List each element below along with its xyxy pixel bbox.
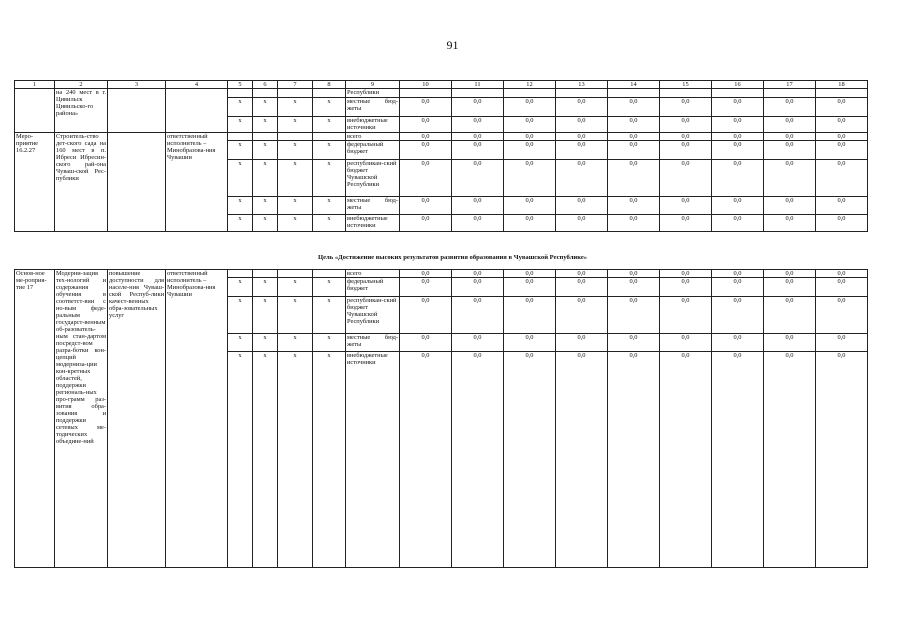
value-cell: 0,0: [816, 278, 868, 297]
marker-cell: x: [278, 278, 313, 297]
empty-cell: [228, 89, 253, 98]
marker-cell: [313, 270, 346, 278]
column-number-header: 9: [346, 81, 400, 89]
empty-cell: [313, 89, 346, 98]
marker-cell: x: [313, 98, 346, 117]
empty-cell: [15, 89, 55, 133]
value-cell: 0,0: [400, 160, 452, 197]
empty-cell: [278, 89, 313, 98]
goal-heading: Цель «Достижение высоких результатов развития образования в Чувашской Республике»: [317, 254, 588, 261]
value-cell: 0,0: [504, 141, 556, 160]
column-number-header: 13: [556, 81, 608, 89]
value-cell: 0,0: [660, 297, 712, 334]
column-number-header: 17: [764, 81, 816, 89]
value-cell: 0,0: [816, 141, 868, 160]
funding-source-cell: внебюджетные источники: [346, 215, 400, 232]
marker-cell: x: [228, 117, 253, 133]
value-cell: 0,0: [608, 141, 660, 160]
marker-cell: x: [313, 117, 346, 133]
value-cell: 0,0: [504, 215, 556, 232]
value-cell: 0,0: [608, 133, 660, 141]
marker-cell: x: [313, 215, 346, 232]
empty-cell: [400, 89, 452, 98]
marker-cell: x: [253, 352, 278, 568]
column-number-header: 10: [400, 81, 452, 89]
value-cell: 0,0: [504, 270, 556, 278]
marker-cell: [253, 133, 278, 141]
value-cell: 0,0: [712, 215, 764, 232]
value-cell: 0,0: [608, 98, 660, 117]
page-number: 91: [446, 38, 459, 52]
column-number-header: 7: [278, 81, 313, 89]
column-number-header: 14: [608, 81, 660, 89]
funding-source-cell: Республики: [346, 89, 400, 98]
value-cell: 0,0: [764, 141, 816, 160]
table-row: [15, 270, 868, 278]
funding-source-cell: всего: [346, 270, 400, 278]
measure-name-cell: Строитель-ство дет-ского сада на 160 мест в п. Ибреси Ибресин-ского рай-она Чуваш-ской Рес-публики: [55, 133, 108, 232]
value-cell: 0,0: [764, 133, 816, 141]
column-number-header: 4: [166, 81, 228, 89]
marker-cell: x: [228, 197, 253, 215]
marker-cell: [228, 133, 253, 141]
value-cell: 0,0: [452, 141, 504, 160]
value-cell: 0,0: [556, 117, 608, 133]
value-cell: 0,0: [452, 98, 504, 117]
value-cell: 0,0: [400, 270, 452, 278]
marker-cell: x: [278, 334, 313, 352]
value-cell: 0,0: [608, 278, 660, 297]
value-cell: 0,0: [556, 278, 608, 297]
measure-code-cell: Основ-ное ме-роприя-тие 17: [15, 270, 55, 568]
marker-cell: x: [313, 141, 346, 160]
value-cell: 0,0: [764, 352, 816, 568]
marker-cell: x: [278, 352, 313, 568]
value-cell: 0,0: [556, 215, 608, 232]
value-cell: 0,0: [608, 297, 660, 334]
value-cell: 0,0: [764, 297, 816, 334]
value-cell: 0,0: [816, 117, 868, 133]
value-cell: 0,0: [608, 352, 660, 568]
funding-source-cell: федеральный бюджет: [346, 141, 400, 160]
marker-cell: x: [228, 278, 253, 297]
value-cell: 0,0: [556, 141, 608, 160]
measure-code-cell: Меро-приятие 16.2.27: [15, 133, 55, 232]
marker-cell: [253, 270, 278, 278]
marker-cell: [313, 133, 346, 141]
value-cell: 0,0: [400, 278, 452, 297]
marker-cell: x: [228, 334, 253, 352]
value-cell: 0,0: [816, 215, 868, 232]
marker-cell: x: [278, 197, 313, 215]
table-row: [15, 133, 868, 141]
empty-cell: [608, 89, 660, 98]
value-cell: 0,0: [764, 278, 816, 297]
value-cell: 0,0: [608, 270, 660, 278]
empty-cell: [660, 89, 712, 98]
value-cell: 0,0: [504, 160, 556, 197]
funding-source-cell: внебюджетные источники: [346, 117, 400, 133]
funding-source-cell: местные бюд-жеты: [346, 98, 400, 117]
marker-cell: x: [253, 141, 278, 160]
table-row: [15, 89, 868, 98]
value-cell: 0,0: [504, 352, 556, 568]
value-cell: 0,0: [660, 270, 712, 278]
value-cell: 0,0: [660, 141, 712, 160]
column-number-header: 16: [712, 81, 764, 89]
value-cell: 0,0: [400, 98, 452, 117]
marker-cell: x: [228, 352, 253, 568]
marker-cell: x: [253, 197, 278, 215]
marker-cell: x: [278, 98, 313, 117]
marker-cell: x: [313, 297, 346, 334]
column-number-header: 12: [504, 81, 556, 89]
column-number-header: 18: [816, 81, 868, 89]
marker-cell: x: [228, 297, 253, 334]
value-cell: 0,0: [660, 334, 712, 352]
value-cell: 0,0: [452, 352, 504, 568]
empty-cell: [556, 89, 608, 98]
marker-cell: x: [253, 278, 278, 297]
value-cell: 0,0: [608, 117, 660, 133]
marker-cell: x: [253, 215, 278, 232]
marker-cell: x: [253, 117, 278, 133]
value-cell: 0,0: [452, 270, 504, 278]
value-cell: 0,0: [660, 215, 712, 232]
column-number-header: 15: [660, 81, 712, 89]
funding-source-cell: республикан-ский бюджет Чувашской Республики: [346, 297, 400, 334]
value-cell: 0,0: [816, 270, 868, 278]
value-cell: 0,0: [608, 215, 660, 232]
value-cell: 0,0: [556, 98, 608, 117]
value-cell: 0,0: [504, 278, 556, 297]
funding-source-cell: всего: [346, 133, 400, 141]
marker-cell: x: [253, 98, 278, 117]
value-cell: 0,0: [764, 334, 816, 352]
value-cell: 0,0: [816, 297, 868, 334]
marker-cell: x: [313, 352, 346, 568]
marker-cell: [278, 133, 313, 141]
empty-cell: [253, 89, 278, 98]
value-cell: 0,0: [660, 117, 712, 133]
funding-source-cell: федеральный бюджет: [346, 278, 400, 297]
value-cell: 0,0: [400, 297, 452, 334]
marker-cell: x: [313, 334, 346, 352]
marker-cell: [228, 270, 253, 278]
value-cell: 0,0: [816, 352, 868, 568]
marker-cell: x: [278, 160, 313, 197]
value-cell: 0,0: [712, 352, 764, 568]
marker-cell: x: [278, 297, 313, 334]
measure-name-cell: Модерни-зация тех-нологий и содержания обучения в соответст-вии с но-вым феде-ральным государст-венным об-разователь-ным стан-дартом посредст-вом разра-ботки кон-цепций модерниза-ции кон-кретных областей, поддержки региональ-ных про-грамм раз-вития обра-зования и поддержки сетевых ме-тодических объедине-ний: [55, 270, 108, 568]
value-cell: 0,0: [764, 270, 816, 278]
value-cell: 0,0: [556, 334, 608, 352]
funding-source-cell: внебюджетные источники: [346, 352, 400, 568]
value-cell: 0,0: [712, 278, 764, 297]
value-cell: 0,0: [400, 215, 452, 232]
empty-cell: [452, 89, 504, 98]
marker-cell: x: [228, 215, 253, 232]
value-cell: 0,0: [504, 133, 556, 141]
value-cell: 0,0: [400, 117, 452, 133]
marker-cell: x: [313, 278, 346, 297]
funding-source-cell: местные бюд-жеты: [346, 197, 400, 215]
empty-cell: [166, 89, 228, 133]
value-cell: 0,0: [764, 117, 816, 133]
value-cell: 0,0: [504, 117, 556, 133]
value-cell: 0,0: [504, 334, 556, 352]
value-cell: 0,0: [608, 197, 660, 215]
measure-name-cell: на 240 мест в г. Цивильск Цивильско-го района»: [55, 89, 108, 133]
marker-cell: x: [253, 160, 278, 197]
value-cell: 0,0: [816, 160, 868, 197]
column-number-header: 5: [228, 81, 253, 89]
value-cell: 0,0: [816, 98, 868, 117]
marker-cell: x: [278, 117, 313, 133]
responsible-cell: ответственный исполнитель – Минобразова-ния Чувашии: [166, 133, 228, 232]
value-cell: 0,0: [400, 141, 452, 160]
budget-table-part2: [14, 269, 868, 568]
empty-cell: [764, 89, 816, 98]
value-cell: 0,0: [712, 197, 764, 215]
marker-cell: x: [313, 197, 346, 215]
column-number-header: 8: [313, 81, 346, 89]
value-cell: 0,0: [504, 98, 556, 117]
value-cell: 0,0: [452, 117, 504, 133]
marker-cell: x: [228, 141, 253, 160]
value-cell: 0,0: [816, 197, 868, 215]
value-cell: 0,0: [400, 352, 452, 568]
value-cell: 0,0: [764, 197, 816, 215]
marker-cell: x: [313, 160, 346, 197]
marker-cell: x: [253, 334, 278, 352]
value-cell: 0,0: [712, 117, 764, 133]
header-row: [15, 81, 868, 89]
marker-cell: x: [278, 141, 313, 160]
value-cell: 0,0: [712, 160, 764, 197]
empty-cell: [712, 89, 764, 98]
value-cell: 0,0: [816, 334, 868, 352]
empty-cell: [504, 89, 556, 98]
value-cell: 0,0: [816, 133, 868, 141]
column-number-header: 2: [55, 81, 108, 89]
value-cell: 0,0: [400, 133, 452, 141]
value-cell: 0,0: [452, 334, 504, 352]
value-cell: 0,0: [556, 133, 608, 141]
value-cell: 0,0: [452, 215, 504, 232]
budget-table-part1: [14, 80, 868, 232]
value-cell: 0,0: [400, 334, 452, 352]
value-cell: 0,0: [712, 141, 764, 160]
funding-source-cell: местные бюд-жеты: [346, 334, 400, 352]
value-cell: 0,0: [764, 215, 816, 232]
value-cell: 0,0: [556, 160, 608, 197]
value-cell: 0,0: [452, 133, 504, 141]
value-cell: 0,0: [660, 278, 712, 297]
value-cell: 0,0: [712, 334, 764, 352]
marker-cell: x: [228, 160, 253, 197]
value-cell: 0,0: [608, 334, 660, 352]
marker-cell: x: [278, 215, 313, 232]
marker-cell: x: [228, 98, 253, 117]
value-cell: 0,0: [452, 160, 504, 197]
value-cell: 0,0: [712, 98, 764, 117]
value-cell: 0,0: [452, 197, 504, 215]
value-cell: 0,0: [660, 133, 712, 141]
column-number-header: 3: [108, 81, 166, 89]
funding-source-cell: республикан-ский бюджет Чувашской Республики: [346, 160, 400, 197]
value-cell: 0,0: [452, 297, 504, 334]
value-cell: 0,0: [660, 98, 712, 117]
value-cell: 0,0: [712, 270, 764, 278]
column-number-header: 1: [15, 81, 55, 89]
value-cell: 0,0: [400, 197, 452, 215]
marker-cell: [278, 270, 313, 278]
value-cell: 0,0: [764, 160, 816, 197]
value-cell: 0,0: [452, 278, 504, 297]
value-cell: 0,0: [660, 352, 712, 568]
responsible-cell: ответственный исполнитель – Минобразова-ния Чувашии: [166, 270, 228, 568]
value-cell: 0,0: [764, 98, 816, 117]
column-number-header: 11: [452, 81, 504, 89]
value-cell: 0,0: [556, 270, 608, 278]
value-cell: 0,0: [712, 297, 764, 334]
expected-result-cell: повышение доступности для населе-ния Чуваш-ской Респуб-лики качест-венных обра-зовательных услуг: [108, 270, 166, 568]
value-cell: 0,0: [712, 133, 764, 141]
value-cell: 0,0: [504, 197, 556, 215]
value-cell: 0,0: [608, 160, 660, 197]
empty-cell: [108, 133, 166, 232]
value-cell: 0,0: [504, 297, 556, 334]
empty-cell: [108, 89, 166, 133]
value-cell: 0,0: [556, 297, 608, 334]
value-cell: 0,0: [556, 197, 608, 215]
marker-cell: x: [253, 297, 278, 334]
empty-cell: [816, 89, 868, 98]
value-cell: 0,0: [556, 352, 608, 568]
value-cell: 0,0: [660, 197, 712, 215]
value-cell: 0,0: [660, 160, 712, 197]
column-number-header: 6: [253, 81, 278, 89]
